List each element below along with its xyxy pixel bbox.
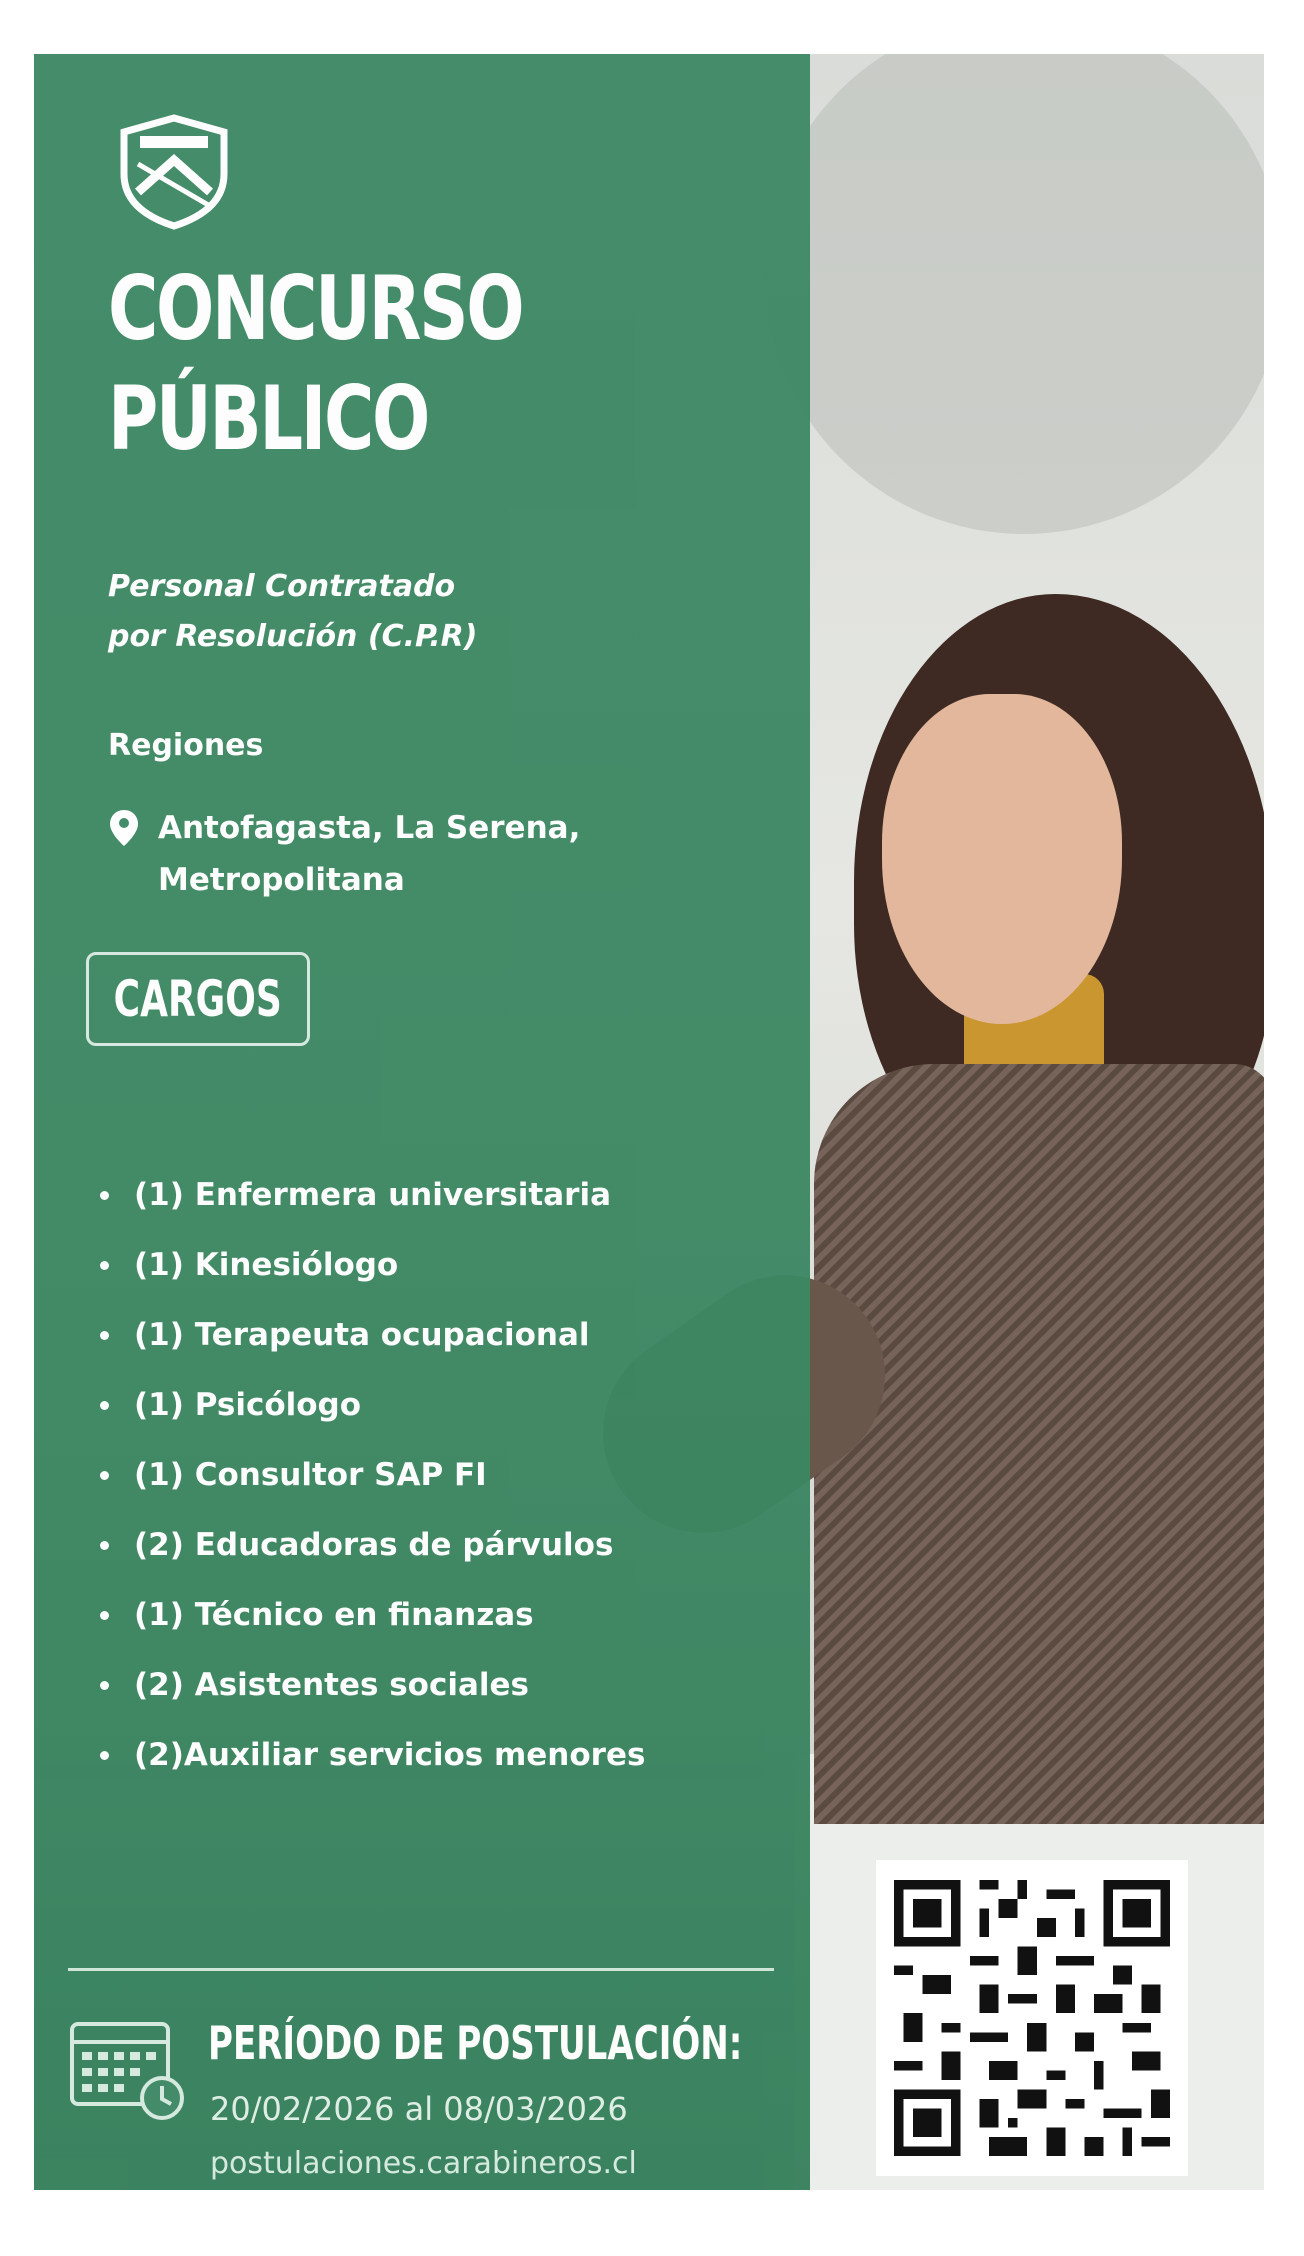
- job-item: (1) Consultor SAP FI: [94, 1440, 645, 1510]
- green-panel: [34, 54, 810, 2190]
- cargos-badge: [86, 952, 310, 1046]
- application-period-title: PERÍODO DE POSTULACIÓN:: [208, 2016, 743, 2070]
- job-item: (1) Kinesiólogo: [94, 1230, 645, 1300]
- regions-list: [158, 802, 718, 906]
- job-item: (2) Educadoras de párvulos: [94, 1510, 645, 1580]
- divider: [68, 1968, 774, 1971]
- poster: [34, 54, 1264, 2190]
- job-item: (1) Psicólogo: [94, 1370, 645, 1440]
- carabineros-shield-logo: [114, 114, 234, 230]
- qr-code[interactable]: [876, 1860, 1188, 2176]
- job-item: (1) Técnico en finanzas: [94, 1580, 645, 1650]
- subtitle-line-1: Personal Contratado: [108, 569, 456, 604]
- regions-line-2: Metropolitana: [158, 862, 405, 898]
- subtitle: [108, 562, 668, 662]
- website-link[interactable]: postulaciones.carabineros.cl: [210, 2146, 637, 2181]
- calendar-clock-icon: [68, 2012, 188, 2122]
- cargos-label: CARGOS: [113, 970, 283, 1028]
- title-line-1: CONCURSO: [108, 257, 523, 360]
- subtitle-line-2: por Resolución (C.P.R): [108, 619, 478, 654]
- title-line-2: PÚBLICO: [108, 367, 428, 470]
- jobs-list: [94, 1160, 645, 1790]
- job-item: (2)Auxiliar servicios menores: [94, 1720, 645, 1790]
- application-period-dates: 20/02/2026 al 08/03/2026: [210, 2090, 628, 2128]
- regions-line-1: Antofagasta, La Serena,: [158, 810, 581, 846]
- woman-face: [882, 694, 1122, 1024]
- job-item: (2) Asistentes sociales: [94, 1650, 645, 1720]
- regions-label: Regiones: [108, 728, 264, 763]
- wall-shape: [764, 54, 1264, 534]
- page-title: [108, 254, 522, 474]
- woman-coat: [814, 1064, 1264, 1824]
- qr-code-graphic: [894, 1878, 1170, 2158]
- location-pin-icon: [110, 810, 138, 846]
- job-item: (1) Terapeuta ocupacional: [94, 1300, 645, 1370]
- job-item: (1) Enfermera universitaria: [94, 1160, 645, 1230]
